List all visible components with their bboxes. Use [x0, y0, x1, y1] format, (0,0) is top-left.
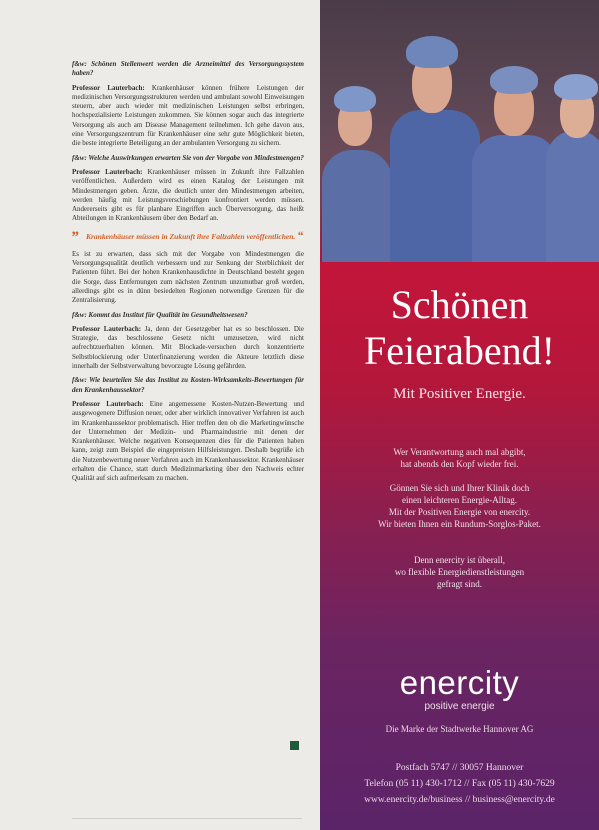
ad-paragraph-3	[340, 554, 579, 590]
answer-text: Eine angemessene Kosten-Nutzen-Bewertung und ausgewogenere Diffusion neuer, oder aber wirklich innovativer Verfahren ist auch im Krankenhaussektor problematisch. Hier treffen den ob die Marketingwünsche der Unternehmen der Medizin- und Pharmaindustrie mit denen der Krankenhäuser. Welche negativen Konsequenzen dies für die Patienten haben kann, zeigt zum Beispiel die eingepreisten Hilfsleistungen. Deshalb begrüße ich die Nutzenbewertung neuer Verfahren auch im Krankenhaussektor. Krankenhäuser erhalten die Chance, statt durch Medizinmarketing über den Nachweis echter Qualität auf sich aufmerksam zu machen.	[72, 399, 304, 483]
enercity-advertisement	[320, 0, 599, 830]
interview-answer	[72, 250, 304, 306]
ad-headline-line-1: Schönen	[390, 282, 529, 327]
text-line: Wir bieten Ihnen ein Rundum-Sorglos-Paket.	[378, 519, 541, 529]
interview-answer	[72, 168, 304, 224]
answer-text: Ja, denn der Gesetzgeber hat es so beschlossen. Die Strategie, das beschlossene Gesetz nicht umzusetzen, wird nicht aufrechtzuerhalten können. Mit Blockade-versuchen durch konzentrierte Selbstblockierung oder Unterfinanzierung werden die Akteure letztlich diese innerhalb der Selbstverwaltung bevorzugte Lösung gefährden.	[72, 324, 304, 371]
contact-web: www.enercity.de/business // business@enercity.de	[364, 795, 555, 805]
interview-answer	[72, 325, 304, 371]
interview-question: f&w: Welche Auswirkungen erwarten Sie von der Vorgabe von Mindestmengen?	[72, 153, 304, 162]
enercity-logo: enercity	[399, 664, 520, 701]
interview-question: f&w: Wie beurteilen Sie das Institut zu Kosten-Wirksamkeits-Bewertungen für den Krankenhaussektor?	[72, 376, 304, 394]
interview-question: f&w: Kommt das Institut für Qualität im Gesundheitswesen?	[72, 310, 248, 319]
answer-text: Es ist zu erwarten, dass sich mit der Vorgabe von Mindestmengen die Versorgungsqualität deutlich verbessern und zur Senkung der Sterblichkeit der Patienten führt. Bei der hohen Krankenhausdichte in Deutschland besteht gegen die Sorge, dass Entfernungen zum nächsten Zentrum unzumutbar groß werden, allerdings gibt es in dünn besiedelten Regionen notwendige Grenzen für die Zentralisierung.	[72, 249, 304, 305]
ad-paragraph-2	[340, 482, 579, 530]
ad-subheadline: Mit Positiver Energie.	[393, 386, 526, 402]
quote-open-mark: „	[72, 220, 80, 238]
pull-quote-text: Krankenhäuser müssen in Zukunft ihre Fallzahlen veröffentlichen.	[86, 231, 296, 241]
interview-answer	[72, 84, 304, 149]
speaker-name: Professor Lauterbach:	[72, 83, 152, 92]
surgeons-photo	[320, 0, 599, 262]
speaker-name: Professor Lauterbach:	[72, 399, 150, 408]
text-line: Mit der Positiven Energie von enercity.	[388, 507, 531, 517]
text-line: Gönnen Sie sich und Ihrer Klinik doch	[389, 483, 530, 493]
text-line: gefragt sind.	[437, 579, 482, 589]
contact-address: Postfach 5747 // 30057 Hannover	[395, 763, 524, 773]
answer-text: Krankenhäuser können frühere Leistungen der medizinischen Versorgungsstrukturen werden und ambulant sowohl Einweisungen steuern, aber auch wieder mit medizinischen Leistungen selbst erbringen, hochspezialisierte Leistungen zukommen. Sie können sogar auch das integrierte Versorgung als auch am Disease Management teilnehmen. Ich gehe davon aus, eine Versorgungszentrum für Krankenhäuser eine sehr gute Möglichkeit bieten, die beste integrierte Beteiligung an der ambulanten Versorgung zu sichern.	[72, 83, 304, 148]
interview-answer	[72, 400, 304, 484]
ad-headline	[320, 282, 599, 374]
text-line: Denn enercity ist überall,	[414, 555, 505, 565]
article-column	[72, 60, 304, 760]
page-rule	[72, 818, 302, 819]
text-line: einen leichteren Energie-Alltag.	[401, 495, 518, 505]
text-line: hat abends den Kopf wieder frei.	[400, 459, 519, 469]
answer-text: Krankenhäuser müssen in Zukunft ihre Fallzahlen veröffentlichen. Außerdem wird es einen Katalog der Leistungen mit Mindestmengen geben. Ärzte, die deutlich unter den Mindestmengen arbeiten, werden häufig mit Leistungsverschiebungen konfrontiert werden müssen. Andererseits gibt es für planbare Eingriffen auch Überversorgung, das heißt Abteilungen in Krankenhäusern über den Bedarf an.	[72, 167, 304, 223]
text-line: wo flexible Energiedienstleistungen	[394, 567, 525, 577]
text-line: Wer Verantwortung auch mal abgibt,	[393, 447, 526, 457]
speaker-name: Professor Lauterbach:	[72, 167, 148, 176]
interview-question: f&w: Schönen Stellenwert werden die Arzneimittel des Versorgungssystem haben?	[72, 60, 304, 78]
quote-close-mark: “	[297, 227, 304, 242]
ad-paragraph-1	[340, 446, 579, 470]
speaker-name: Professor Lauterbach:	[72, 324, 145, 333]
brand-line: Die Marke der Stadtwerke Hannover AG	[385, 724, 534, 734]
logo-tagline: positive energie	[424, 701, 495, 712]
pull-quote	[72, 220, 304, 242]
ad-headline-line-2: Feierabend!	[363, 328, 555, 373]
contact-phone: Telefon (05 11) 430-1712 // Fax (05 11) 430-7629	[364, 779, 555, 789]
article-end-mark	[290, 741, 299, 750]
